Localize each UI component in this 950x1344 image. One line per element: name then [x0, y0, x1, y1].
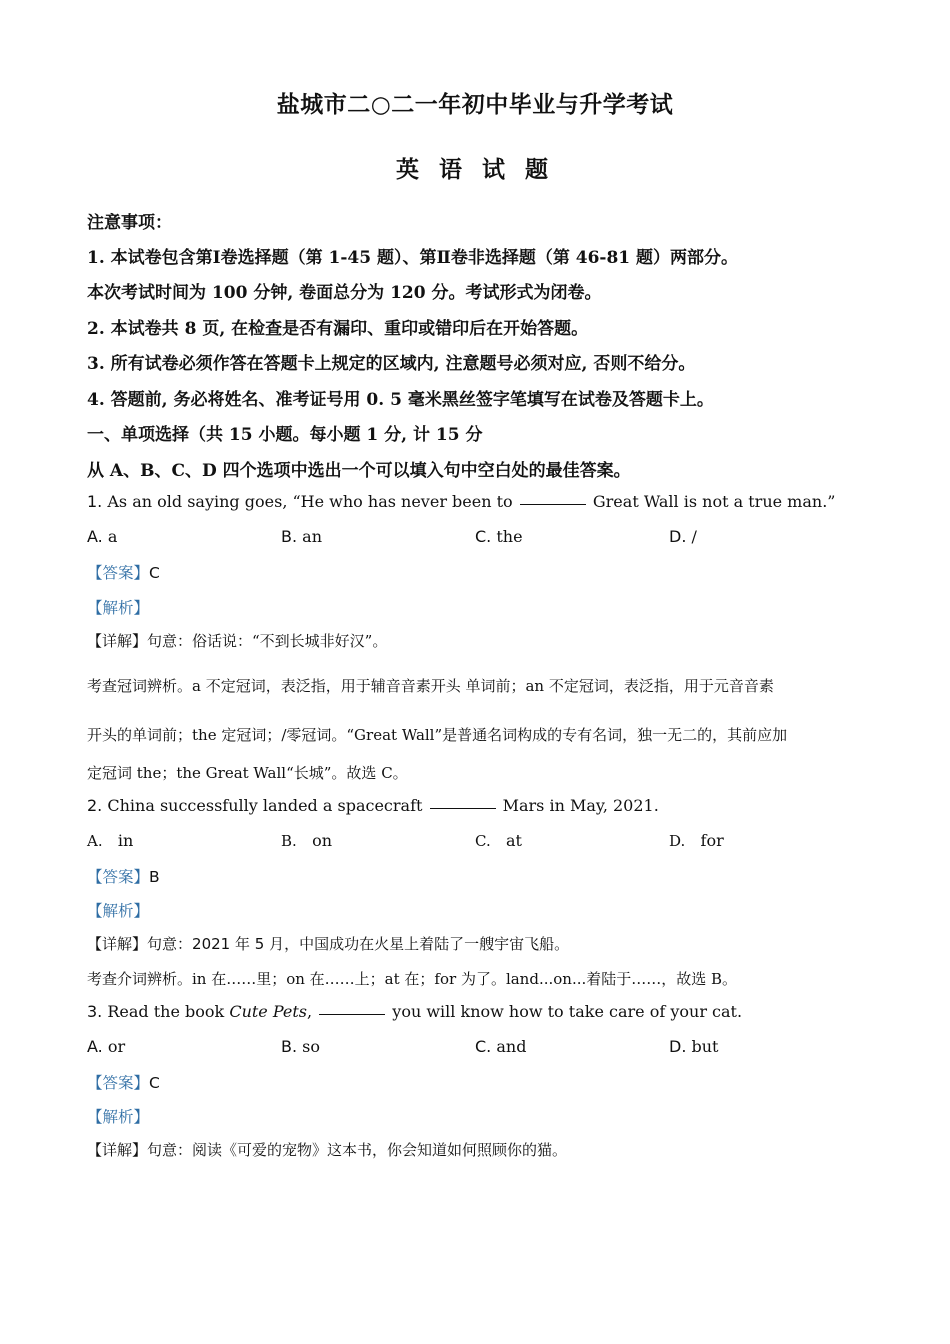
notice-line: 1. 本试卷包含第Ⅰ卷选择题（第 1-45 题）、第Ⅱ卷非选择题（第 46-81 题）两部分。 [87, 248, 739, 268]
answer-tag: 【答案】 [87, 868, 150, 886]
answer-blank [319, 1013, 385, 1015]
option-d: D. but [669, 1037, 719, 1056]
notice-line: 本次考试时间为 100 分钟, 卷面总分为 120 分。考试形式为闭卷。 [87, 283, 602, 303]
answer-value: C [149, 1074, 160, 1092]
notice-line: 4. 答题前, 务必将姓名、准考证号用 0. 5 毫米黑丝签字笔填写在试卷及答题卡上。 [87, 390, 714, 410]
option-c: C. the [475, 527, 523, 546]
answer-blank [430, 807, 496, 809]
answer-tag: 【答案】 [87, 1074, 150, 1092]
question-text: you will know how to take care of your cat. [392, 1002, 743, 1021]
question-1 [87, 492, 835, 511]
option-a: A. in [87, 831, 134, 850]
option-a: A. a [87, 527, 118, 546]
question-3: 3. Read the book Cute Pets, you will know how to take care of your cat. [87, 1002, 743, 1021]
question-text: Read the book [107, 1002, 230, 1021]
question-text: China successfully landed a spacecraft [107, 796, 423, 815]
notice-line: 3. 所有试卷必须作答在答题卡上规定的区域内, 注意题号必须对应, 否则不给分。 [87, 354, 696, 374]
question-text: As an old saying goes, “He who has never been to [107, 492, 513, 511]
detail-row: 【详解】句意：2021 年 5 月，中国成功在火星上着陆了一艘宇宙飞船。 [87, 935, 570, 953]
analysis-tag: 【解析】 [87, 902, 150, 920]
question-number: 3. [87, 1002, 103, 1021]
answer-blank [520, 503, 586, 505]
question-text: Great Wall is not a true man.” [592, 492, 836, 511]
question-number: 1. [87, 492, 103, 511]
answer-tag: 【答案】 [87, 564, 150, 582]
explanation-line: 开头的单词前；the 定冠词；/零冠词。“Great Wall”是普通名词构成的专有名词，独一无二的，其前应加 [87, 726, 788, 744]
question-text: Mars in May, 2021. [502, 796, 659, 815]
exam-title: 盐城市二○二一年初中毕业与升学考试 [276, 91, 674, 118]
option-d: D. for [669, 831, 724, 850]
explanation-line: 考查冠词辨析。a 不定冠词，表泛指，用于辅音音素开头 单词前；an 不定冠词，表泛指，用于元音音素 [87, 677, 774, 695]
answer-row [87, 561, 160, 583]
detail-row: 【详解】句意：阅读《可爱的宠物》这本书，你会知道如何照顾你的猫。 [87, 1141, 568, 1159]
exam-subject: 英 语 试 题 [395, 156, 555, 183]
option-a: A. or [87, 1037, 126, 1056]
notice-line: 2. 本试卷共 8 页, 在检查是否有漏印、重印或错印后在开始答题。 [87, 319, 589, 339]
section-instruction: 从 A、B、C、D 四个选项中选出一个可以填入句中空白处的最佳答案。 [87, 461, 631, 481]
analysis-tag: 【解析】 [87, 599, 150, 617]
book-title: Cute Pets [229, 1002, 308, 1021]
answer-row [87, 1071, 160, 1093]
section-title: 一、单项选择（共 15 小题。每小题 1 分, 计 15 分 [87, 425, 483, 445]
analysis-tag: 【解析】 [87, 1108, 150, 1126]
question-number: 2. [87, 796, 103, 815]
option-c: C. and [475, 1037, 527, 1056]
explanation-line: 考查介词辨析。in 在……里；on 在……上；at 在；for 为了。land...on...着陆于……，故选 B。 [87, 970, 738, 988]
answer-value: B [149, 868, 160, 886]
answer-row [87, 865, 160, 887]
question-2 [87, 796, 659, 815]
option-b: B. an [281, 527, 322, 546]
option-d: D. / [669, 527, 697, 546]
notice-heading: 注意事项： [87, 213, 172, 233]
explanation-line: 定冠词 the；the Great Wall“长城”。故选 C。 [87, 764, 408, 782]
option-b: B. on [281, 831, 332, 850]
detail-row: 【详解】句意：俗话说：“不到长城非好汉”。 [87, 632, 388, 650]
option-c: C. at [475, 831, 522, 850]
answer-value: C [149, 564, 160, 582]
option-b: B. so [281, 1037, 320, 1056]
